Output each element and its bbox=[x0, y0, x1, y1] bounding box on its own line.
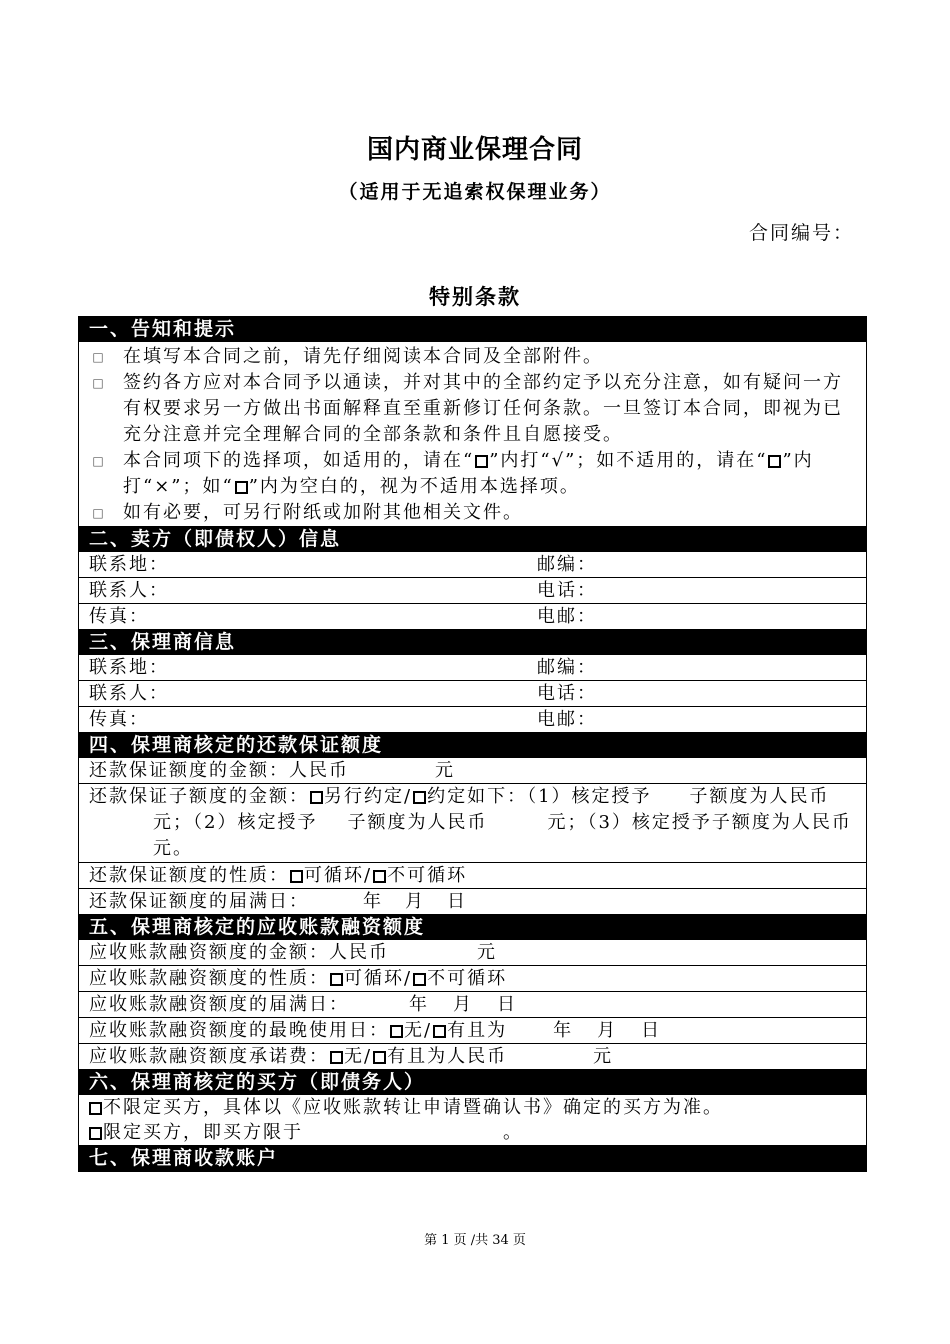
amount-label: 应收账款融资额度的金额：人民币 bbox=[89, 942, 389, 963]
guarantee-sub-amount-row bbox=[79, 784, 866, 863]
checkbox-icon[interactable] bbox=[330, 973, 343, 986]
revolving-label: 可循环/ bbox=[304, 865, 373, 886]
option-label: 元；（3）核定授予 bbox=[547, 812, 712, 833]
seller-fax-row[interactable] bbox=[79, 604, 866, 629]
checkbox-icon[interactable] bbox=[413, 791, 426, 804]
period-label: 。 bbox=[503, 1122, 523, 1143]
yuan-label: 元 bbox=[593, 1046, 614, 1067]
amount-label: 还款保证额度的金额：人民币 bbox=[89, 760, 349, 781]
checkbox-icon bbox=[235, 481, 248, 494]
year-label: 年 bbox=[363, 891, 383, 912]
notice-text: 如有必要，可另行附纸或加附其他相关文件。 bbox=[123, 502, 523, 523]
section-1-heading: 一、告知和提示 bbox=[79, 316, 866, 342]
section-5-heading: 五、保理商核定的应收账款融资额度 bbox=[79, 914, 866, 940]
yuan-label: 元 bbox=[435, 760, 455, 781]
expiry-label: 还款保证额度的届满日： bbox=[89, 891, 309, 912]
section-2-heading: 二、卖方（即债权人）信息 bbox=[79, 526, 866, 552]
factor-address-row[interactable] bbox=[79, 655, 866, 681]
checkbox-icon[interactable] bbox=[310, 791, 323, 804]
financing-fee-row bbox=[79, 1044, 866, 1069]
notice-text: ”内打“×”；如“ bbox=[123, 450, 814, 497]
checkbox-icon[interactable] bbox=[89, 1127, 102, 1140]
notice-text: 签约各方应对本合同予以通读，并对其中的全部约定予以充分注意，如有疑问一方有权要求另一方做出书面解释直至重新修订任何条款。一旦签订本合同，即视为已充分注意并完全理解合同的全部条款和条件且自愿接受。 bbox=[123, 372, 843, 445]
has-as-label: 有且为 bbox=[447, 1020, 508, 1041]
latest-use-label: 应收账款融资额度的最晚使用日： bbox=[89, 1020, 389, 1041]
seller-contact-row[interactable] bbox=[79, 578, 866, 604]
option-label: 另行约定/ bbox=[324, 786, 413, 807]
sub-amount-label: 还款保证子额度的金额： bbox=[89, 786, 309, 807]
checkbox-icon[interactable] bbox=[390, 1025, 403, 1038]
day-label: 日 bbox=[447, 891, 467, 912]
contract-subtitle: （适用于无追索权保理业务） bbox=[338, 181, 612, 203]
checkbox-icon[interactable] bbox=[413, 973, 426, 986]
checkbox-icon[interactable] bbox=[373, 870, 386, 883]
fax-label: 传真： bbox=[89, 606, 149, 627]
month-label: 月 bbox=[405, 891, 425, 912]
year-label: 年 bbox=[409, 994, 429, 1015]
address-label: 联系地： bbox=[89, 657, 169, 678]
postcode-label: 邮编： bbox=[537, 554, 597, 575]
checkbox-icon bbox=[475, 455, 488, 468]
day-label: 日 bbox=[641, 1020, 662, 1041]
contract-number-label: 合同编号： bbox=[748, 222, 854, 244]
section-7-heading: 七、保理商收款账户 bbox=[79, 1145, 866, 1171]
guarantee-amount-row[interactable] bbox=[79, 758, 866, 784]
section-4-heading: 四、保理商核定的还款保证额度 bbox=[79, 732, 866, 758]
notice-item bbox=[89, 500, 856, 526]
factor-contact-row[interactable] bbox=[79, 681, 866, 707]
checkbox-icon[interactable] bbox=[330, 1051, 343, 1064]
checkbox-icon[interactable] bbox=[433, 1025, 446, 1038]
yuan-label: 元 bbox=[477, 942, 497, 963]
notice-text: ”内打“√”；如不适用的，请在“ bbox=[489, 450, 768, 471]
option-label: 子额度为人民币 bbox=[711, 812, 852, 833]
bullet-icon: □ bbox=[92, 454, 106, 468]
factor-fax-row[interactable] bbox=[79, 707, 866, 732]
page-footer: 第 1 页 /共 34 页 bbox=[424, 1233, 526, 1248]
option-label: 元；（2）核定授予 bbox=[153, 812, 318, 833]
nature-label: 应收账款融资额度的性质： bbox=[89, 968, 329, 989]
financing-amount-row[interactable] bbox=[79, 940, 866, 966]
checkbox-icon[interactable] bbox=[89, 1102, 102, 1115]
special-terms-form bbox=[78, 316, 867, 1172]
buyer-option-limited bbox=[79, 1120, 866, 1145]
option-label: 约定如下：（1）核定授予 bbox=[427, 786, 652, 807]
section-6-heading: 六、保理商核定的买方（即债务人） bbox=[79, 1069, 866, 1095]
nature-label: 还款保证额度的性质： bbox=[89, 865, 289, 886]
checkbox-icon[interactable] bbox=[373, 1051, 386, 1064]
notice-item bbox=[89, 448, 856, 500]
bullet-icon: □ bbox=[92, 376, 106, 390]
option-label: 限定买方，即买方限于 bbox=[103, 1122, 303, 1143]
non-revolving-label: 不可循环 bbox=[427, 968, 508, 989]
seller-address-row[interactable] bbox=[79, 552, 866, 578]
section-3-heading: 三、保理商信息 bbox=[79, 629, 866, 655]
day-label: 日 bbox=[497, 994, 517, 1015]
month-label: 月 bbox=[597, 1020, 618, 1041]
postcode-label: 邮编： bbox=[537, 657, 597, 678]
fax-label: 传真： bbox=[89, 709, 149, 730]
bullet-icon: □ bbox=[92, 506, 106, 520]
none-label: 无/ bbox=[344, 1046, 373, 1067]
financing-nature-row bbox=[79, 966, 866, 992]
contact-label: 联系人： bbox=[89, 683, 169, 704]
notice-text: ”内为空白的，视为不适用本选择项。 bbox=[248, 476, 580, 497]
checkbox-icon bbox=[768, 455, 781, 468]
special-terms-title: 特别条款 bbox=[429, 284, 521, 309]
notice-item bbox=[89, 344, 856, 370]
guarantee-expiry-row[interactable] bbox=[79, 889, 866, 914]
buyer-option-unlimited bbox=[79, 1095, 866, 1120]
fee-label: 应收账款融资额度承诺费： bbox=[89, 1046, 329, 1067]
option-label: 子额度为人民币 bbox=[347, 812, 488, 833]
contract-title: 国内商业保理合同 bbox=[366, 135, 583, 165]
month-label: 月 bbox=[453, 994, 473, 1015]
address-label: 联系地： bbox=[89, 554, 169, 575]
checkbox-icon[interactable] bbox=[290, 870, 303, 883]
guarantee-nature-row bbox=[79, 863, 866, 889]
phone-label: 电话： bbox=[537, 580, 597, 601]
email-label: 电邮： bbox=[537, 606, 597, 627]
none-label: 无/ bbox=[404, 1020, 433, 1041]
option-label: 子额度为人民币 bbox=[689, 786, 830, 807]
non-revolving-label: 不可循环 bbox=[387, 865, 468, 886]
option-label: 不限定买方，具体以《应收账款转让申请暨确认书》确定的买方为准。 bbox=[103, 1097, 723, 1118]
financing-expiry-row[interactable] bbox=[79, 992, 866, 1018]
bullet-icon: □ bbox=[92, 350, 106, 364]
email-label: 电邮： bbox=[537, 709, 597, 730]
financing-latest-use-row bbox=[79, 1018, 866, 1044]
option-label: 元。 bbox=[153, 838, 193, 859]
notice-list bbox=[79, 342, 866, 526]
phone-label: 电话： bbox=[537, 683, 597, 704]
revolving-label: 可循环/ bbox=[344, 968, 413, 989]
notice-text: 在填写本合同之前，请先仔细阅读本合同及全部附件。 bbox=[123, 346, 603, 367]
has-rmb-label: 有且为人民币 bbox=[387, 1046, 508, 1067]
notice-text: 本合同项下的选择项，如适用的，请在“ bbox=[123, 450, 475, 471]
notice-item bbox=[89, 370, 856, 448]
year-label: 年 bbox=[553, 1020, 574, 1041]
expiry-label: 应收账款融资额度的届满日： bbox=[89, 994, 349, 1015]
contact-label: 联系人： bbox=[89, 580, 169, 601]
